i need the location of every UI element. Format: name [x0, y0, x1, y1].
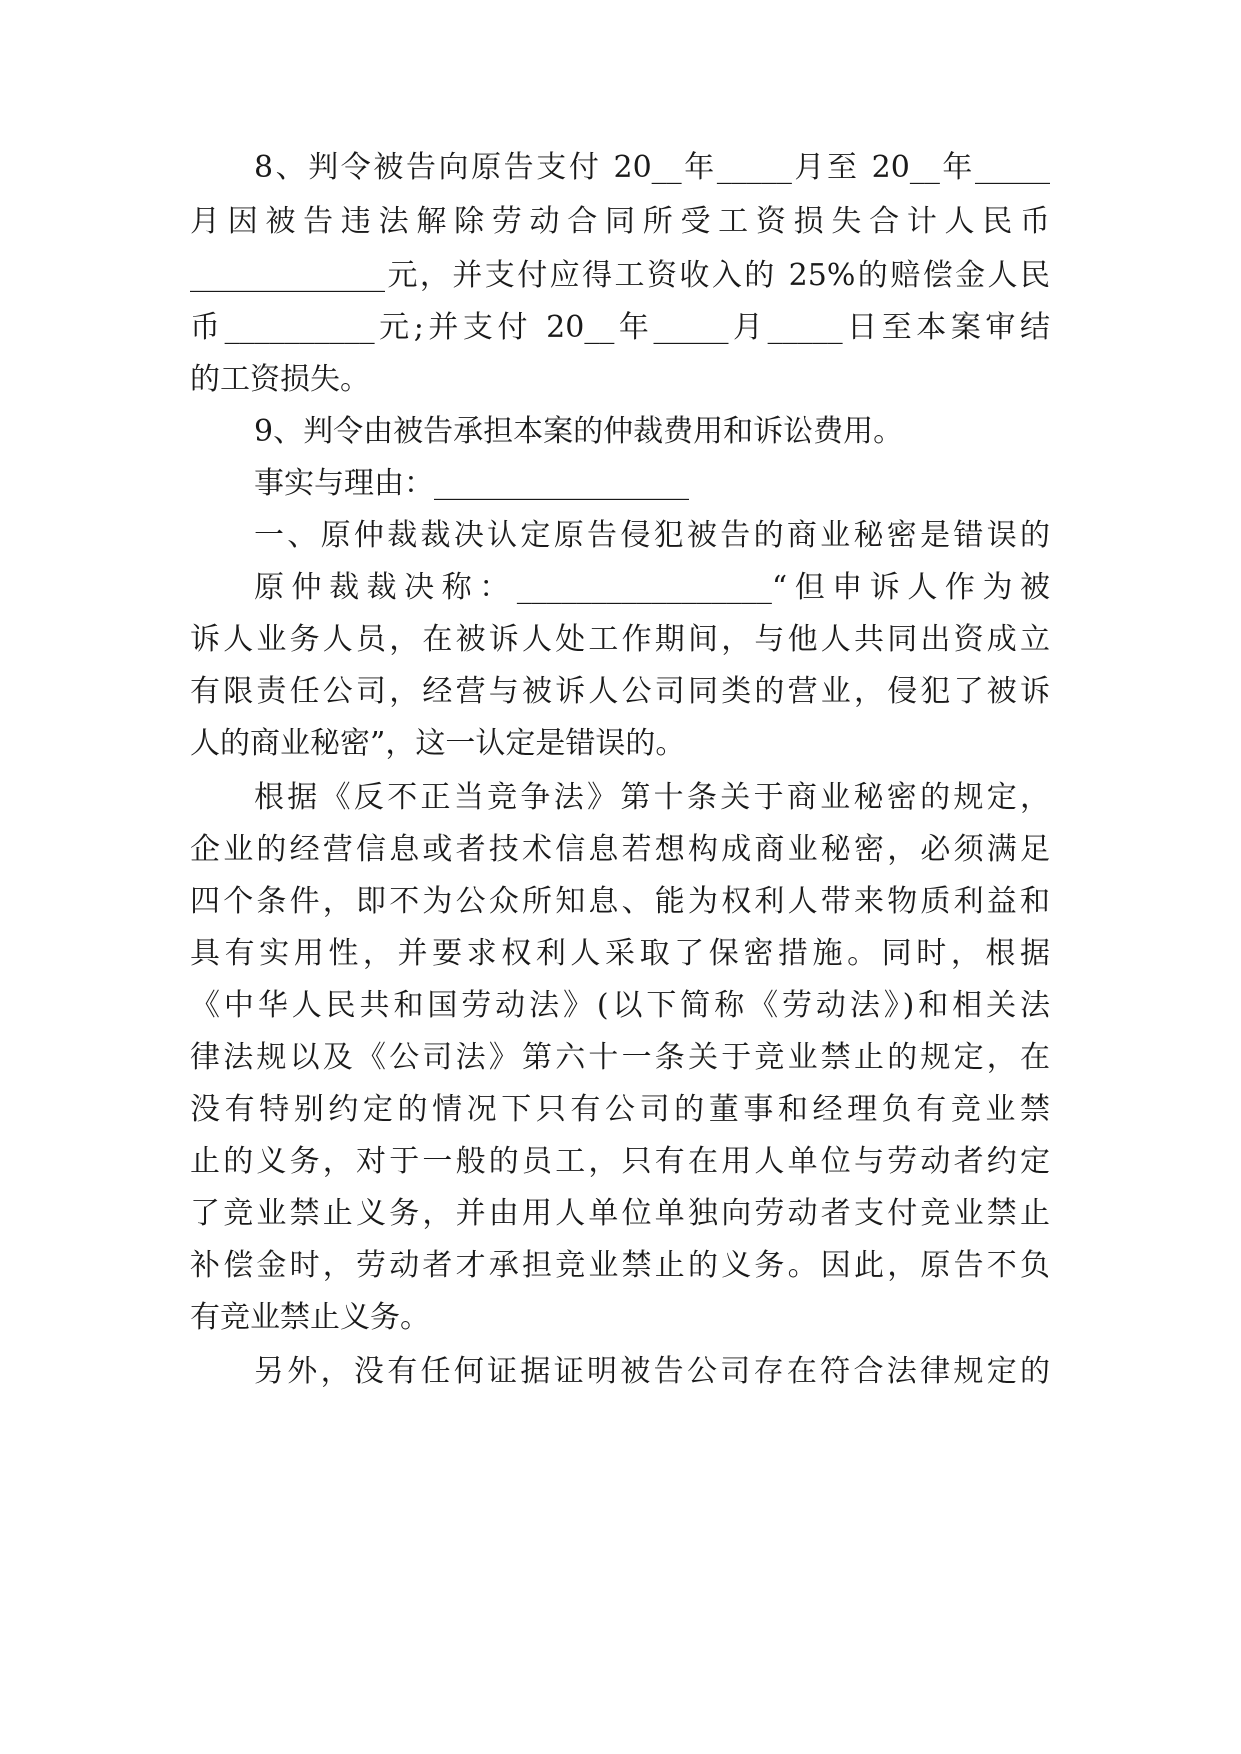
text-line: 9、判令由被告承担本案的仲裁费用和诉讼费用。	[254, 414, 904, 449]
text-line: 另外，没有任何证据证明被告公司存在符合法律规定的	[254, 1354, 1050, 1389]
text-line: 企业的经营信息或者技术信息若想构成商业秘密，必须满足	[190, 832, 1050, 867]
text-line: 了竞业禁止义务，并由用人单位单独向劳动者支付竞业禁止	[190, 1196, 1050, 1231]
text-line: 止的义务，对于一般的员工，只有在用人单位与劳动者约定	[190, 1144, 1050, 1179]
text-line: 原仲裁裁决称：_________________“但申诉人作为被	[254, 570, 1050, 605]
text-line: 《中华人民共和国劳动法》(以下简称《劳动法》)和相关法	[190, 988, 1050, 1023]
text-line: 诉人业务人员，在被诉人处工作期间，与他人共同出资成立	[190, 622, 1050, 657]
text-line: 的工资损失。	[190, 362, 370, 397]
text-line: 四个条件，即不为公众所知息、能为权利人带来物质利益和	[190, 884, 1050, 919]
text-line: 月因被告违法解除劳动合同所受工资损失合计人民币	[190, 204, 1050, 239]
text-line: 没有特别约定的情况下只有公司的董事和经理负有竞业禁	[190, 1092, 1050, 1127]
text-line: 一、原仲裁裁决认定原告侵犯被告的商业秘密是错误的	[254, 518, 1050, 553]
text-line: 人的商业秘密”，这一认定是错误的。	[190, 726, 686, 761]
text-line: 根据《反不正当竞争法》第十条关于商业秘密的规定，	[254, 780, 1050, 815]
text-line: 有竞业禁止义务。	[190, 1300, 430, 1335]
text-line: 事实与理由：_________________	[254, 466, 689, 501]
text-line: 币__________元;并支付 20__年_____月_____日至本案审结	[190, 310, 1050, 345]
text-line: 具有实用性，并要求权利人采取了保密措施。同时，根据	[190, 936, 1050, 971]
text-line: 补偿金时，劳动者才承担竞业禁止的义务。因此，原告不负	[190, 1248, 1050, 1283]
text-line: 有限责任公司，经营与被诉人公司同类的营业，侵犯了被诉	[190, 674, 1050, 709]
text-line: 8、判令被告向原告支付 20__年_____月至 20__年_____	[254, 150, 1050, 185]
text-line: _____________元，并支付应得工资收入的 25%的赔偿金人民	[190, 258, 1050, 293]
document-page	[190, 0, 1050, 1754]
text-line: 律法规以及《公司法》第六十一条关于竞业禁止的规定，在	[190, 1040, 1050, 1075]
